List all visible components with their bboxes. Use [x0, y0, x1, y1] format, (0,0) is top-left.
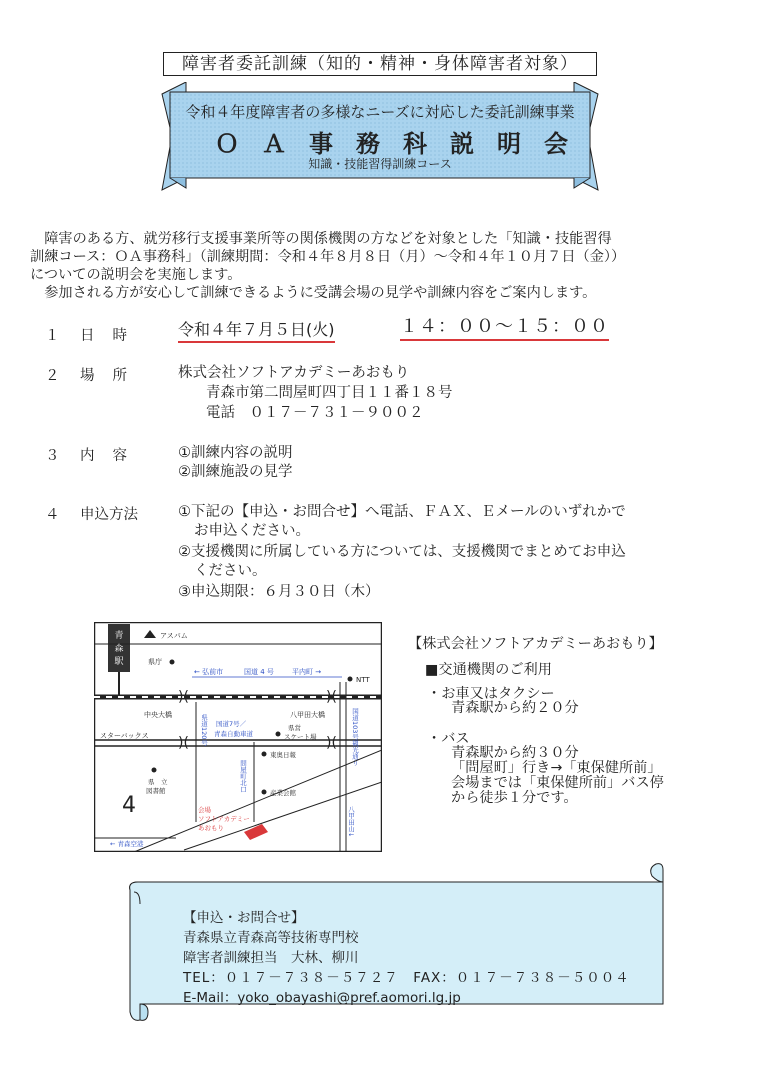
contact-email[interactable]: E-Mail：yoko_obayashi@pref.aomori.lg.jp	[183, 990, 461, 1006]
map-airport: ← 青森空港	[110, 840, 144, 848]
map-venue: あおもり	[198, 824, 224, 832]
item-number: ２	[45, 368, 60, 384]
access-car: ・お車又はタクシー	[427, 686, 555, 702]
map-starbucks: スターバックス	[100, 732, 149, 740]
map-route4: 国道 4 号	[244, 668, 274, 676]
item-label-application: 申込方法	[80, 507, 138, 523]
contact-tel-fax: TEL：０１７－７３８－５７２７ FAX：０１７－７３８－５００４	[183, 970, 630, 986]
map-venue: 会場	[198, 806, 211, 814]
application-line: ②支援機関に所属している方については、支援機関でまとめてお申込	[178, 544, 626, 560]
svg-text:)(: )(	[326, 735, 337, 751]
map-hakkoda: 八甲田山↓	[347, 806, 355, 838]
map-sangyo: 産業会館	[270, 789, 296, 797]
venue-address: 青森市第二問屋町四丁目１１番１８号	[206, 385, 453, 401]
contact-school: 青森県立青森高等技術専門校	[183, 930, 359, 946]
content-line: ②訓練施設の見学	[178, 464, 293, 480]
map-toonippo: 東奥日報	[270, 751, 296, 759]
banner-subtitle: 令和４年度障害者の多様なニーズに対応した委託訓練事業	[185, 103, 575, 121]
svg-text:)(: )(	[326, 689, 337, 705]
map-station-label: 駅	[114, 657, 124, 667]
access-bus-time: 青森駅から約３０分	[451, 745, 579, 761]
banner-title: ＯＡ事務科説明会	[215, 130, 591, 158]
access-car-time: 青森駅から約２０分	[451, 700, 579, 716]
map-route-hiranai: 平内町 →	[292, 668, 322, 676]
item-number: ４	[45, 507, 60, 523]
map-jidosha: 青森自動車道	[214, 730, 253, 738]
access-bus-stop: 会場までは「東保健所前」バス停	[451, 775, 664, 791]
application-deadline: ③申込期限：６月３０日（木）	[178, 584, 380, 600]
intro-paragraph	[30, 230, 730, 302]
map-route103: 国道103号観光通り	[351, 708, 359, 766]
banner-course: 知識・技能習得訓練コース	[308, 157, 452, 171]
map-prefecture-label: 県庁	[148, 658, 162, 666]
application-line: ①下記の【申込・お問合せ】へ電話、ＦＡＸ、Ｅメールのいずれかで	[178, 504, 626, 520]
svg-text:)(: )(	[178, 735, 189, 751]
map-hakkoda-bridge: 八甲田大橋	[290, 711, 325, 719]
map-station-label: 青	[114, 631, 124, 641]
item-label-datetime: 日時	[80, 328, 145, 344]
map-library: 県 立	[148, 778, 168, 786]
map-north-mark: 4	[122, 793, 136, 818]
access-bus: ・バス	[427, 731, 470, 747]
map-route120: 県道120号	[200, 714, 208, 746]
intro-line: 参加される方が安心して訓練できるように受講会場の見学や訓練内容をご案内します。	[30, 285, 597, 301]
map-chuo-bridge: 中央大橋	[144, 711, 172, 719]
svg-text:)(: )(	[178, 689, 189, 705]
access-title: 【株式会社ソフトアカデミーあおもり】	[408, 636, 663, 652]
access-bus-route: 「問屋町」行き→「東保健所前」	[451, 760, 662, 776]
map-route-hirosaki: ← 弘前市	[194, 668, 224, 676]
map-tonyamachi: 問屋町北口	[239, 760, 247, 793]
item-label-place: 場所	[80, 368, 145, 384]
access-heading: ■交通機関のご利用	[425, 662, 552, 678]
venue-name: 株式会社ソフトアカデミーあおもり	[178, 365, 410, 381]
application-line: お申込ください。	[194, 523, 310, 539]
event-time: １４：００～１５：００	[400, 318, 609, 336]
application-line: ください。	[194, 563, 267, 579]
venue-phone: 電話 ０１７－７３１－９００２	[206, 405, 424, 421]
intro-line: 障害のある方、就労移行支援事業所等の関係機関の方などを対象とした「知識・技能習得	[30, 231, 612, 247]
item-number: １	[45, 328, 60, 344]
map-kenei: 県営	[288, 724, 301, 732]
item-label-content: 内容	[80, 448, 145, 464]
map-ntt-label: NTT	[356, 676, 370, 684]
content-line: ①訓練内容の説明	[178, 445, 293, 461]
map-skate: スケート場	[284, 733, 317, 741]
map-venue: ソフトアカデミー	[198, 815, 250, 823]
top-label: 障害者委託訓練（知的・精神・身体障害者対象）	[163, 52, 597, 76]
intro-line: 訓練コース：ＯＡ事務科」（訓練期間：令和４年８月８日（月）～令和４年１０月７日（金））	[30, 249, 626, 265]
intro-line: についての説明会を実施します。	[30, 267, 242, 283]
event-date: 令和４年７月５日(火)	[178, 321, 335, 339]
map-aspam-label: アスパム	[160, 632, 188, 640]
map-route7: 国道7号／	[216, 720, 247, 728]
map-station-label: 森	[114, 644, 124, 654]
contact-staff: 障害者訓練担当 大林、柳川	[183, 950, 359, 966]
access-bus-walk: から徒歩１分です。	[451, 790, 578, 806]
access-map	[94, 622, 382, 852]
map-library: 図書館	[146, 787, 166, 795]
contact-heading: 【申込・お問合せ】	[183, 910, 305, 926]
item-number: ３	[45, 448, 60, 464]
